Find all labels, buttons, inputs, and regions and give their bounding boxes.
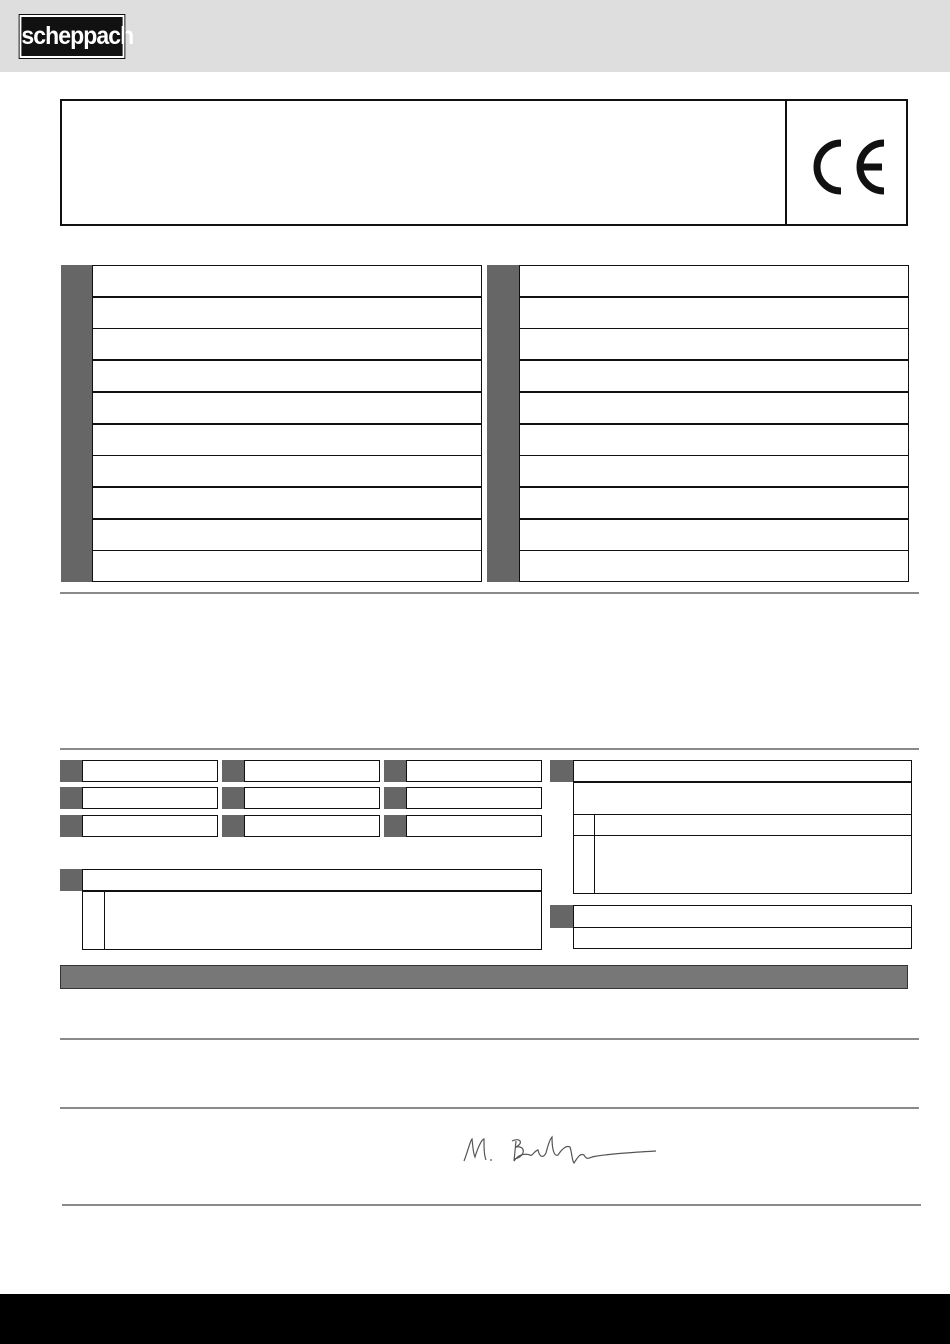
small-field (82, 787, 218, 809)
field-cell (594, 814, 912, 836)
directive-field (92, 424, 482, 456)
field-cell (573, 905, 912, 928)
field-marker (60, 760, 82, 782)
small-field (244, 815, 380, 837)
directive-field (92, 360, 482, 392)
row-marker (487, 424, 519, 456)
footer-bar (0, 1294, 950, 1344)
small-field (406, 760, 542, 782)
directive-field (519, 297, 909, 329)
directive-field (92, 455, 482, 487)
title-box-divider (785, 99, 787, 226)
row-marker (487, 265, 519, 297)
row-marker (487, 328, 519, 360)
row-marker (487, 519, 519, 551)
field-marker (384, 760, 406, 782)
row-marker (61, 360, 92, 392)
field-cell (573, 760, 912, 782)
field-marker (222, 760, 244, 782)
row-marker (61, 392, 92, 424)
directive-field (519, 455, 909, 487)
divider-rule (60, 748, 919, 750)
divider-rule (62, 1204, 921, 1206)
directive-field (519, 328, 909, 360)
directive-field (519, 550, 909, 582)
field-cell (573, 927, 912, 949)
signature-image (460, 1133, 660, 1173)
directive-field (92, 392, 482, 424)
field-marker (222, 787, 244, 809)
row-marker (487, 297, 519, 329)
field-marker (60, 815, 82, 837)
directive-field (92, 487, 482, 519)
directive-field (519, 265, 909, 297)
row-marker (61, 519, 92, 551)
field-cell (573, 835, 595, 894)
scheppach-logo: scheppach (20, 15, 125, 58)
section-marker (550, 905, 573, 928)
field-cell (594, 835, 912, 894)
directive-field (519, 519, 909, 551)
row-marker (487, 360, 519, 392)
field-cell (82, 869, 542, 891)
divider-rule (60, 592, 919, 594)
small-field (82, 815, 218, 837)
row-marker (61, 455, 92, 487)
directive-field (519, 487, 909, 519)
row-marker (61, 265, 92, 297)
field-marker (222, 815, 244, 837)
row-marker (487, 392, 519, 424)
directive-field (92, 550, 482, 582)
small-field (244, 760, 380, 782)
small-field (406, 815, 542, 837)
directive-field (92, 297, 482, 329)
directive-field (92, 519, 482, 551)
row-marker (487, 487, 519, 519)
field-cell (82, 891, 105, 950)
field-cell (573, 814, 595, 836)
divider-rule (60, 1038, 919, 1040)
small-field (406, 787, 542, 809)
row-marker (61, 550, 92, 582)
section-band (60, 965, 908, 989)
row-marker (61, 297, 92, 329)
directive-field (519, 392, 909, 424)
field-cell (104, 891, 542, 950)
small-field (244, 787, 380, 809)
field-marker (60, 787, 82, 809)
directive-field (92, 265, 482, 297)
declaration-title-box (60, 99, 908, 226)
field-marker (384, 787, 406, 809)
directive-field (92, 328, 482, 360)
directive-field (519, 360, 909, 392)
row-marker (487, 455, 519, 487)
row-marker (61, 424, 92, 456)
field-marker (384, 815, 406, 837)
section-marker (550, 760, 573, 782)
ce-mark-icon (808, 138, 888, 196)
row-marker (487, 550, 519, 582)
small-field (82, 760, 218, 782)
row-marker (61, 487, 92, 519)
section-marker (60, 869, 82, 891)
field-cell (573, 782, 912, 815)
row-marker (61, 328, 92, 360)
header-band (0, 0, 950, 72)
directive-field (519, 424, 909, 456)
divider-rule (60, 1107, 919, 1109)
